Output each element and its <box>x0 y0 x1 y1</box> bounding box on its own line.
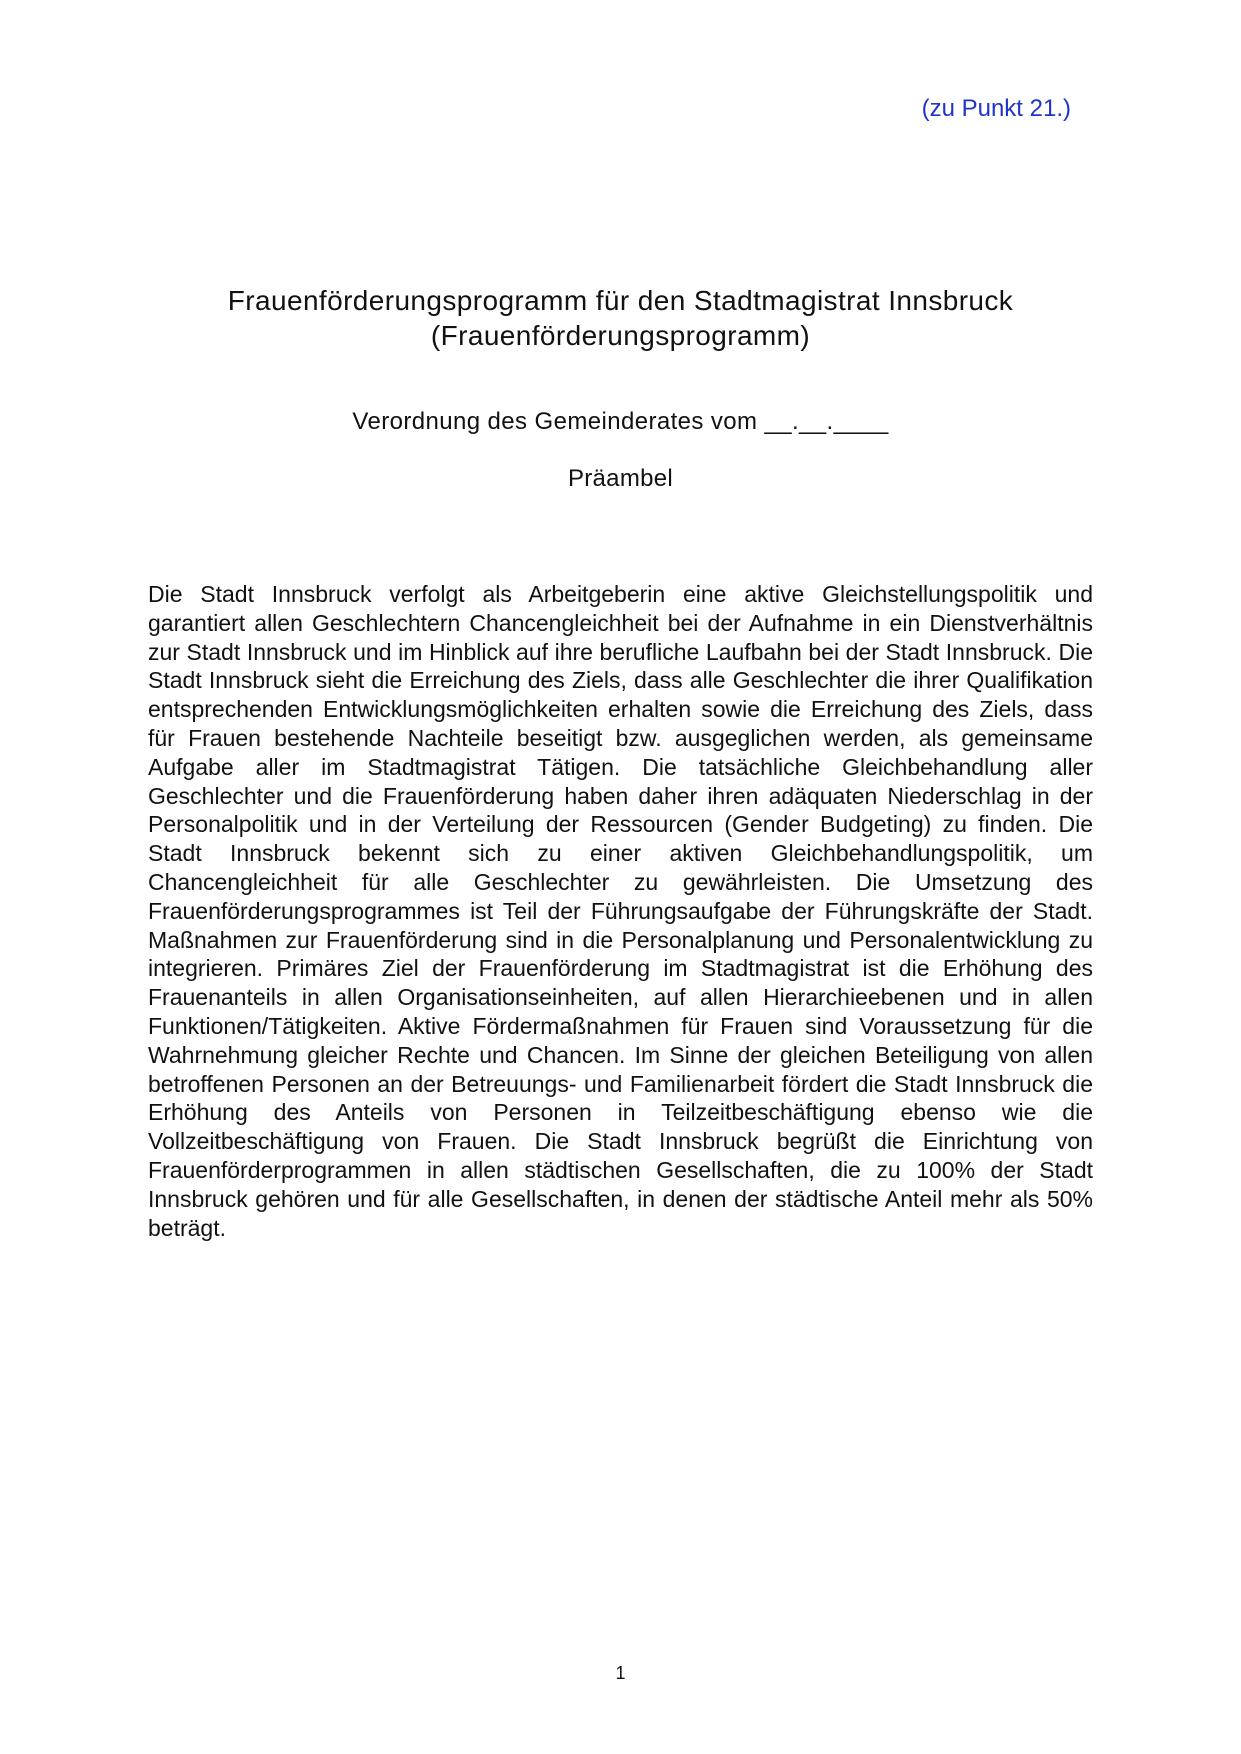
reference-note: (zu Punkt 21.) <box>921 95 1071 122</box>
title-line-short: (Frauenförderungsprogramm) <box>430 320 811 351</box>
preamble-paragraph: Die Stadt Innsbruck verfolgt als Arbeitgeberin eine aktive Gleichstellungspolitik und garantiert allen Geschlechtern Chancengleichheit bei der Aufnahme in ein Dienstverhältnis zur Stadt Innsbruck und im Hinblick auf ihre berufliche Laufbahn bei der Stadt Innsbruck. Die Stadt Innsbruck sieht die Erreichung des Ziels, dass alle Geschlechter die ihrer Qualifikation entsprechenden Entwicklungsmöglichkeiten erhalten sowie die Erreichung des Ziels, dass für Frauen bestehende Nachteile beseitigt bzw. ausgeglichen werden, als gemeinsame Aufgabe aller im Stadtmagistrat Tätigen. Die tatsächliche Gleichbehandlung aller Geschlechter und die Frauenförderung haben daher ihren adäquaten Niederschlag in der Personalpolitik und in der Verteilung der Ressourcen (Gender Budgeting) zu finden. Die Stadt Innsbruck bekennt sich zu einer aktiven Gleichbehandlungspolitik, um Chancengleichheit für alle Geschlechter zu gewährleisten. Die Umsetzung des Frauenförderungsprogrammes ist Teil der Führungsaufgabe der Führungskräfte der Stadt. Maßnahmen zur Frauenförderung sind in die Personalplanung und Personalentwicklung zu integrieren. Primäres Ziel der Frauenförderung im Stadtmagistrat ist die Erhöhung des Frauenanteils in allen Organisationseinheiten, auf allen Hierarchieebenen und in allen Funktionen/Tätigkeiten. Aktive Fördermaßnahmen für Frauen sind Voraussetzung für die Wahrnehmung gleicher Rechte und Chancen. Im Sinne der gleichen Beteiligung von allen betroffenen Personen an der Betreuungs- und Familienarbeit fördert die Stadt Innsbruck die Erhöhung des Anteils von Personen in Teilzeitbeschäftigung ebenso wie die Vollzeitbeschäftigung von Frauen. Die Stadt Innsbruck begrüßt die Einrichtung von Frauenförderprogrammen in allen städtischen Gesellschaften, die zu 100% der Stadt Innsbruck gehören und für alle Gesellschaften, in denen der städtische Anteil mehr als 50% beträgt. <box>148 581 1093 1241</box>
document-title <box>0 283 1241 353</box>
title-line-main: Frauenförderungsprogramm für den Stadtmagistrat Innsbruck <box>227 285 1014 316</box>
preamble-heading: Präambel <box>567 465 674 492</box>
page-number: 1 <box>615 1663 626 1683</box>
ordinance-subtitle: Verordnung des Gemeinderates vom __.__.____ <box>352 408 889 435</box>
